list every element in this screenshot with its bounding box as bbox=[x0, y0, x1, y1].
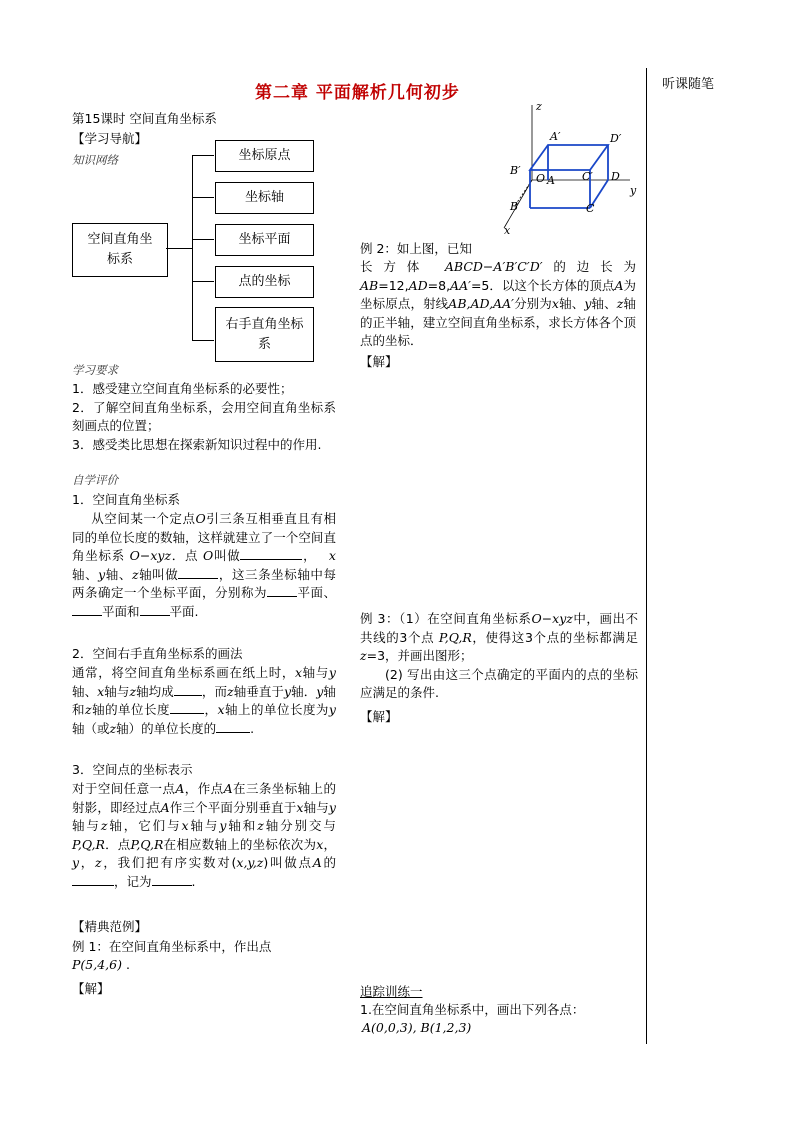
diagram-branch-point-coord: 点的坐标 bbox=[215, 266, 314, 298]
fig-label: y bbox=[630, 184, 637, 197]
cuboid-figure bbox=[490, 100, 640, 235]
track-item: 1.在空间直角坐标系中，画出下列各点： bbox=[360, 1002, 585, 1017]
requirements-heading: 学习要求 bbox=[72, 363, 118, 377]
guide-heading: 【学习导航】 bbox=[72, 131, 148, 146]
fig-label: z bbox=[536, 100, 542, 113]
fig-label: B bbox=[510, 200, 519, 213]
fig-label: A′ bbox=[550, 130, 561, 143]
diagram-branch-plane: 坐标平面 bbox=[215, 224, 314, 256]
fig-label: C bbox=[586, 202, 595, 215]
track-heading: 追踪训练一 bbox=[360, 984, 423, 999]
side-note: 听课随笔 bbox=[662, 77, 715, 92]
examples-heading: 【精典范例】 bbox=[72, 919, 148, 934]
fig-label: O bbox=[536, 172, 546, 185]
diagram-branch-right-hand: 右手直角坐标系 bbox=[215, 307, 314, 362]
fig-label: C′ bbox=[582, 170, 593, 183]
fig-label: A bbox=[547, 174, 555, 187]
self-eval-heading: 自学评价 bbox=[72, 473, 118, 487]
example-1: 例 1：在空间直角坐标系中，作出点 P(5,4,6) . bbox=[72, 939, 272, 972]
lesson-title: 第15课时 空间直角坐标系 bbox=[72, 111, 217, 126]
example-2-title: 例 2：如上图，已知 bbox=[360, 241, 472, 256]
example-2-solution: 【解】 bbox=[360, 354, 398, 369]
fig-label: D′ bbox=[610, 132, 622, 145]
knowledge-net-label: 知识网络 bbox=[72, 153, 118, 167]
margin-divider bbox=[646, 68, 647, 1044]
example-1-solution: 【解】 bbox=[72, 981, 110, 996]
diagram-branch-origin: 坐标原点 bbox=[215, 140, 314, 172]
page-title: 第二章 平面解析几何初步 bbox=[255, 83, 460, 103]
example-3-body: 例 3：（1）在空间直角坐标系O−xyz中，画出不共线的3个点 P,Q,R，使得这3个点的坐标都满足z=3，并画出图形； (2) 写出由这三个点确定的平面内的点的坐标应满足的条件. bbox=[360, 611, 638, 700]
section-1-body: 从空间某一个定点O引三条互相垂直且有相同的单位长度的数轴，这样就建立了一个空间直角坐标系 O−xyz．点 O叫做 ， x轴、y轴、z轴叫做 ，这三条坐标轴中每两条确定一个坐标平面，分别称为 平面、平面和 平面. bbox=[72, 511, 336, 619]
section-1-title: 1．空间直角坐标系 bbox=[72, 492, 180, 507]
fig-label: D bbox=[611, 170, 620, 183]
section-3-body: 对于空间任意一点A，作点A在三条坐标轴上的射影，即经过点A作三个平面分别垂直于x轴与y轴与z轴，它们与x轴与y轴和z轴分别交与P,Q,R．点P,Q,R在相应数轴上的坐标依次为x，y，z，我们把有序实数对(x,y,z)叫做点A的，记为 . bbox=[72, 781, 336, 889]
track-points: A(0,0,3), B(1,2,3) bbox=[362, 1020, 472, 1035]
section-3-title: 3．空间点的坐标表示 bbox=[72, 762, 193, 777]
diagram-branch-axis: 坐标轴 bbox=[215, 182, 314, 214]
example-3-solution: 【解】 bbox=[360, 709, 398, 724]
requirements-list: 1．感受建立空间直角坐标系的必要性； 2．了解空间直角坐标系，会用空间直角坐标系刻画点的位置； 3．感受类比思想在探索新知识过程中的作用. bbox=[72, 381, 336, 452]
section-2-body: 通常，将空间直角坐标系画在纸上时，x轴与y轴、x轴与z轴均成 ，而z轴垂直于y轴．y轴和z轴的单位长度 ，x轴上的单位长度为y轴（或z轴）的单位长度的 . bbox=[72, 665, 336, 736]
section-2-title: 2．空间右手直角坐标系的画法 bbox=[72, 646, 243, 661]
example-2-body: 长方体 ABCD−A′B′C′D′的边长为 AB=12,AD=8,AA′=5．以这个长方体的顶点A为坐标原点，射线AB,AD,AA′分别为x轴、y轴、z轴的正半轴，建立空间直角坐标系，求长方体各个顶点的坐标． bbox=[360, 259, 636, 348]
fig-label: B′ bbox=[510, 164, 521, 177]
fig-label: x bbox=[504, 224, 511, 235]
diagram-root: 空间直角坐标系 bbox=[72, 223, 168, 277]
